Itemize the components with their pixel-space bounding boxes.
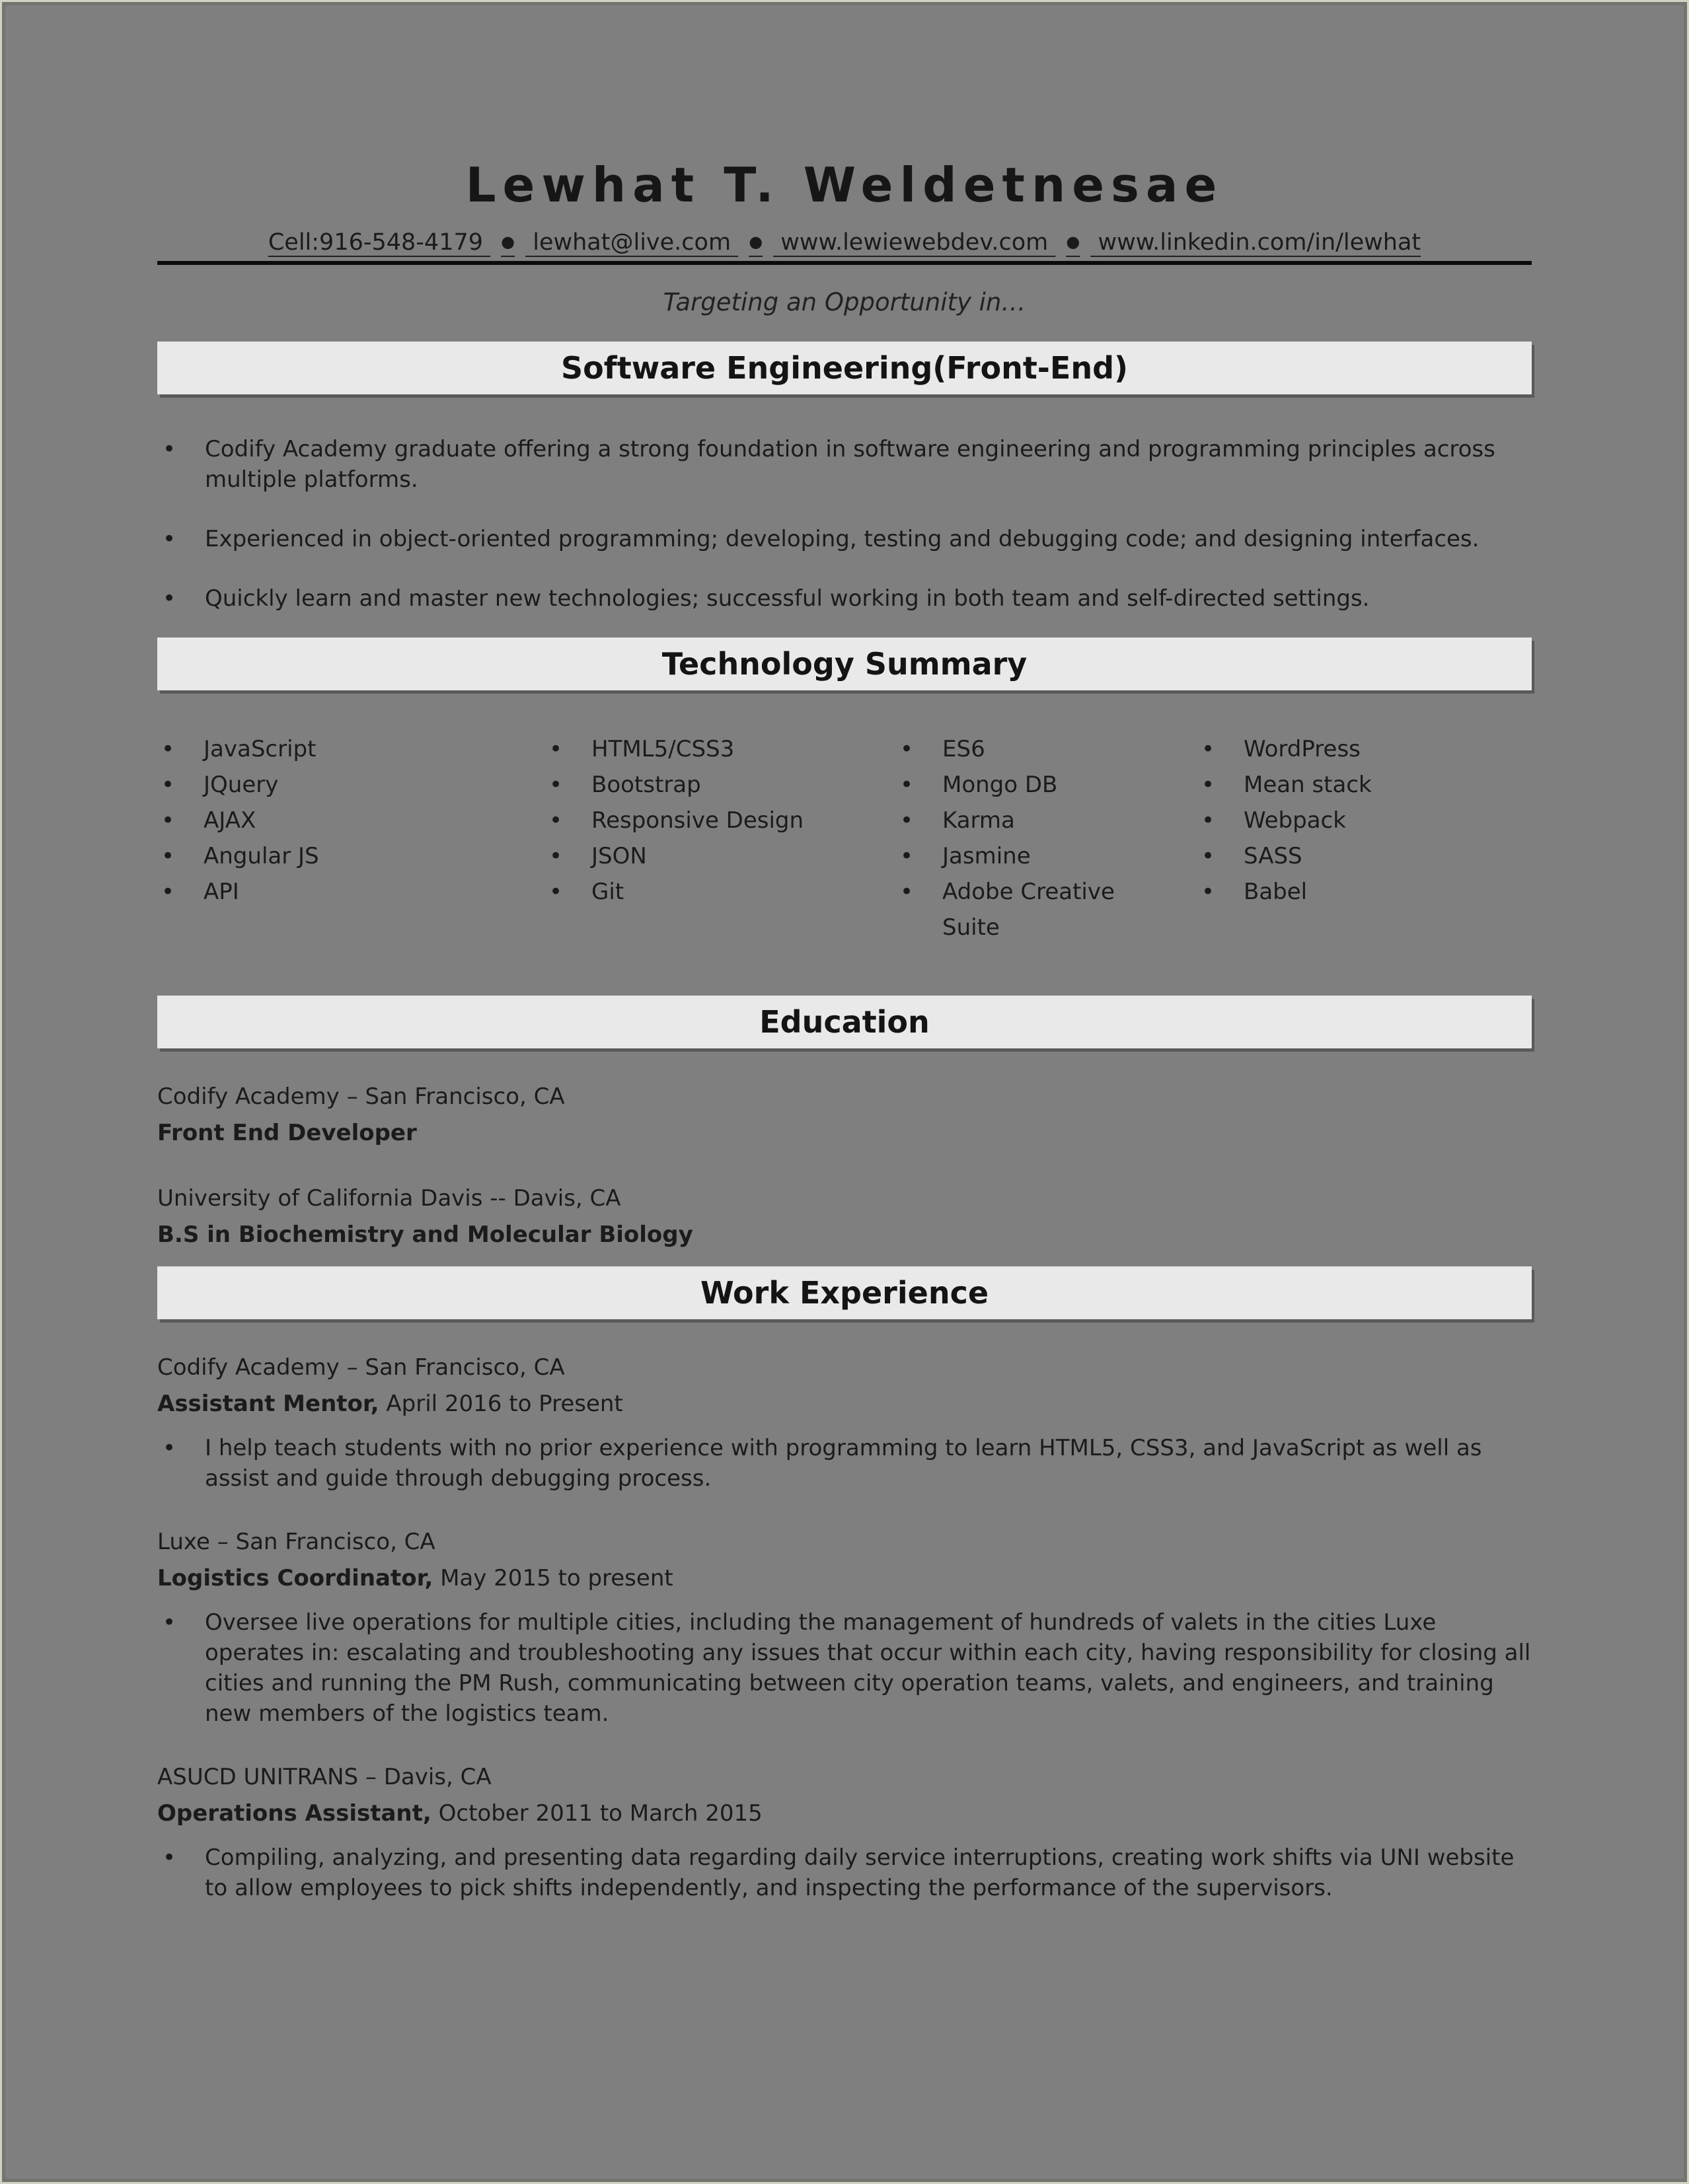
bullet-icon: • <box>163 1435 176 1461</box>
experience-bullets <box>157 1607 1532 1729</box>
role-dates: May 2015 to present <box>440 1565 673 1591</box>
section-title: Technology Summary <box>661 646 1028 682</box>
list-item <box>157 524 1532 554</box>
tech-label: Jasmine <box>942 843 1031 869</box>
tech-item <box>896 838 1197 874</box>
role-title: Assistant Mentor, <box>157 1391 379 1417</box>
list-item <box>157 1842 1532 1903</box>
bullet-icon: • <box>1201 772 1215 798</box>
experience-bullets <box>157 1842 1532 1903</box>
tech-label: Mean stack <box>1244 772 1372 798</box>
bullet-text: Experienced in object-oriented programming; developing, testing and debugging code; and designing interfaces. <box>205 526 1480 552</box>
bullet-separator-icon: ● <box>1066 233 1080 251</box>
tech-label: Angular JS <box>204 843 319 869</box>
role-dates: October 2011 to March 2015 <box>438 1800 763 1827</box>
education-entry <box>157 1079 1532 1151</box>
tech-label: AJAX <box>204 807 256 834</box>
tech-item <box>896 731 1197 767</box>
tech-label: Mongo DB <box>942 772 1058 798</box>
tech-item <box>1197 838 1532 874</box>
tech-label: Adobe Creative Suite <box>942 879 1115 941</box>
education-block <box>157 1079 1532 1253</box>
tech-label: HTML5/CSS3 <box>591 736 735 762</box>
experience-bullets <box>157 1433 1532 1494</box>
bullet-icon: • <box>161 772 175 798</box>
degree-name: B.S in Biochemistry and Molecular Biology <box>157 1221 693 1248</box>
tagline: Targeting an Opportunity in… <box>663 288 1026 316</box>
bullet-icon: • <box>163 1844 176 1871</box>
role-dates: April 2016 to Present <box>386 1391 623 1417</box>
role-title: Operations Assistant, <box>157 1800 432 1827</box>
role-line <box>157 1386 1532 1422</box>
bullet-icon: • <box>900 843 914 869</box>
bullet-icon: • <box>549 879 563 905</box>
bullet-text: Codify Academy graduate offering a strong foundation in software engineering and programming principles across multiple platforms. <box>205 436 1495 493</box>
tech-item <box>896 803 1197 838</box>
tech-label: Git <box>591 879 624 905</box>
section-header-objective <box>157 342 1532 394</box>
tech-item <box>896 874 1197 945</box>
section-title: Education <box>759 1004 930 1040</box>
tech-label: SASS <box>1244 843 1302 869</box>
contact-website: www.lewiewebdev.com <box>780 229 1049 256</box>
list-item <box>157 1607 1532 1729</box>
tech-item <box>545 767 896 803</box>
experience-block <box>157 1350 1532 1903</box>
tech-label: Babel <box>1244 879 1308 905</box>
experience-entry <box>157 1524 1532 1729</box>
bullet-icon: • <box>900 736 914 762</box>
bullet-icon: • <box>549 807 563 834</box>
bullet-icon: • <box>900 807 914 834</box>
bullet-separator-icon: ● <box>749 233 763 251</box>
tech-item <box>157 803 545 838</box>
tech-item <box>1197 731 1532 767</box>
tech-label: ES6 <box>942 736 985 762</box>
tech-label: WordPress <box>1244 736 1361 762</box>
bullet-text: Compiling, analyzing, and presenting data regarding daily service interruptions, creating work shifts via UNI website to allow employees to pick shifts independently, and inspecting the performance of the supervisors. <box>205 1844 1515 1901</box>
header-divider <box>157 261 1532 265</box>
tech-item <box>157 767 545 803</box>
bullet-icon: • <box>1201 843 1215 869</box>
employer-name: Codify Academy – San Francisco, CA <box>157 1354 565 1381</box>
tech-label: Bootstrap <box>591 772 701 798</box>
tech-label: API <box>204 879 239 905</box>
list-item <box>157 583 1532 614</box>
tech-item <box>545 803 896 838</box>
bullet-icon: • <box>163 1609 176 1636</box>
tech-label: JQuery <box>204 772 279 798</box>
tech-item <box>1197 803 1532 838</box>
bullet-icon: • <box>1201 807 1215 834</box>
tech-item <box>545 874 896 910</box>
education-entry <box>157 1181 1532 1253</box>
list-item <box>157 1433 1532 1494</box>
bullet-icon: • <box>161 736 175 762</box>
bullet-icon: • <box>1201 879 1215 905</box>
bullet-icon: • <box>549 772 563 798</box>
tech-item <box>545 731 896 767</box>
section-header-technology <box>157 637 1532 690</box>
bullet-icon: • <box>161 807 175 834</box>
school-name: University of California Davis -- Davis, CA <box>157 1185 621 1212</box>
tech-item <box>157 838 545 874</box>
tech-item <box>545 838 896 874</box>
tech-label: Responsive Design <box>591 807 804 834</box>
bullet-icon: • <box>900 772 914 798</box>
role-line <box>157 1560 1532 1597</box>
employer-name: ASUCD UNITRANS – Davis, CA <box>157 1764 492 1790</box>
section-title: Software Engineering(Front-End) <box>560 350 1129 386</box>
bullet-text: I help teach students with no prior experience with programming to learn HTML5, CSS3, and JavaScript as well as assist and guide through debugging process. <box>205 1435 1482 1492</box>
bullet-icon: • <box>900 879 914 905</box>
contact-line <box>157 228 1532 256</box>
experience-entry <box>157 1350 1532 1494</box>
tech-item <box>157 731 545 767</box>
experience-entry <box>157 1759 1532 1903</box>
bullet-icon: • <box>549 736 563 762</box>
bullet-separator-icon: ● <box>501 233 515 251</box>
tech-label: JavaScript <box>204 736 317 762</box>
bullet-icon: • <box>1201 736 1215 762</box>
section-title: Work Experience <box>700 1275 989 1311</box>
tech-label: JSON <box>591 843 647 869</box>
role-line <box>157 1796 1532 1832</box>
list-item <box>157 434 1532 495</box>
bullet-icon: • <box>163 526 176 552</box>
tech-label: Karma <box>942 807 1015 834</box>
technology-grid <box>157 731 1532 945</box>
page-title: Lewhat T. Weldetnesae <box>465 157 1224 213</box>
section-header-experience <box>157 1266 1532 1319</box>
tech-item <box>1197 767 1532 803</box>
school-name: Codify Academy – San Francisco, CA <box>157 1083 565 1110</box>
contact-linkedin: www.linkedin.com/in/lewhat <box>1098 229 1421 256</box>
bullet-icon: • <box>549 843 563 869</box>
bullet-icon: • <box>163 436 176 462</box>
bullet-icon: • <box>161 843 175 869</box>
employer-name: Luxe – San Francisco, CA <box>157 1529 435 1555</box>
tech-item <box>1197 874 1532 910</box>
degree-name: Front End Developer <box>157 1120 417 1146</box>
tech-label: Webpack <box>1244 807 1346 834</box>
objective-bullets <box>157 434 1532 614</box>
tech-item <box>157 874 545 910</box>
resume-content <box>157 2 1532 1903</box>
bullet-icon: • <box>163 585 176 612</box>
tech-item <box>896 767 1197 803</box>
contact-email: lewhat@live.com <box>533 229 732 256</box>
section-header-education <box>157 996 1532 1048</box>
contact-phone: Cell:916-548-4179 <box>268 229 483 256</box>
bullet-icon: • <box>161 879 175 905</box>
bullet-text: Quickly learn and master new technologies; successful working in both team and self-directed settings. <box>205 585 1370 612</box>
role-title: Logistics Coordinator, <box>157 1565 433 1591</box>
bullet-text: Oversee live operations for multiple cities, including the management of hundreds of valets in the cities Luxe operates in: escalating and troubleshooting any issues that occur within each city, having responsibility for closing all cities and running the PM Rush, communicating between city operation teams, valets, and engineers, and training new members of the logistics team. <box>205 1609 1531 1727</box>
